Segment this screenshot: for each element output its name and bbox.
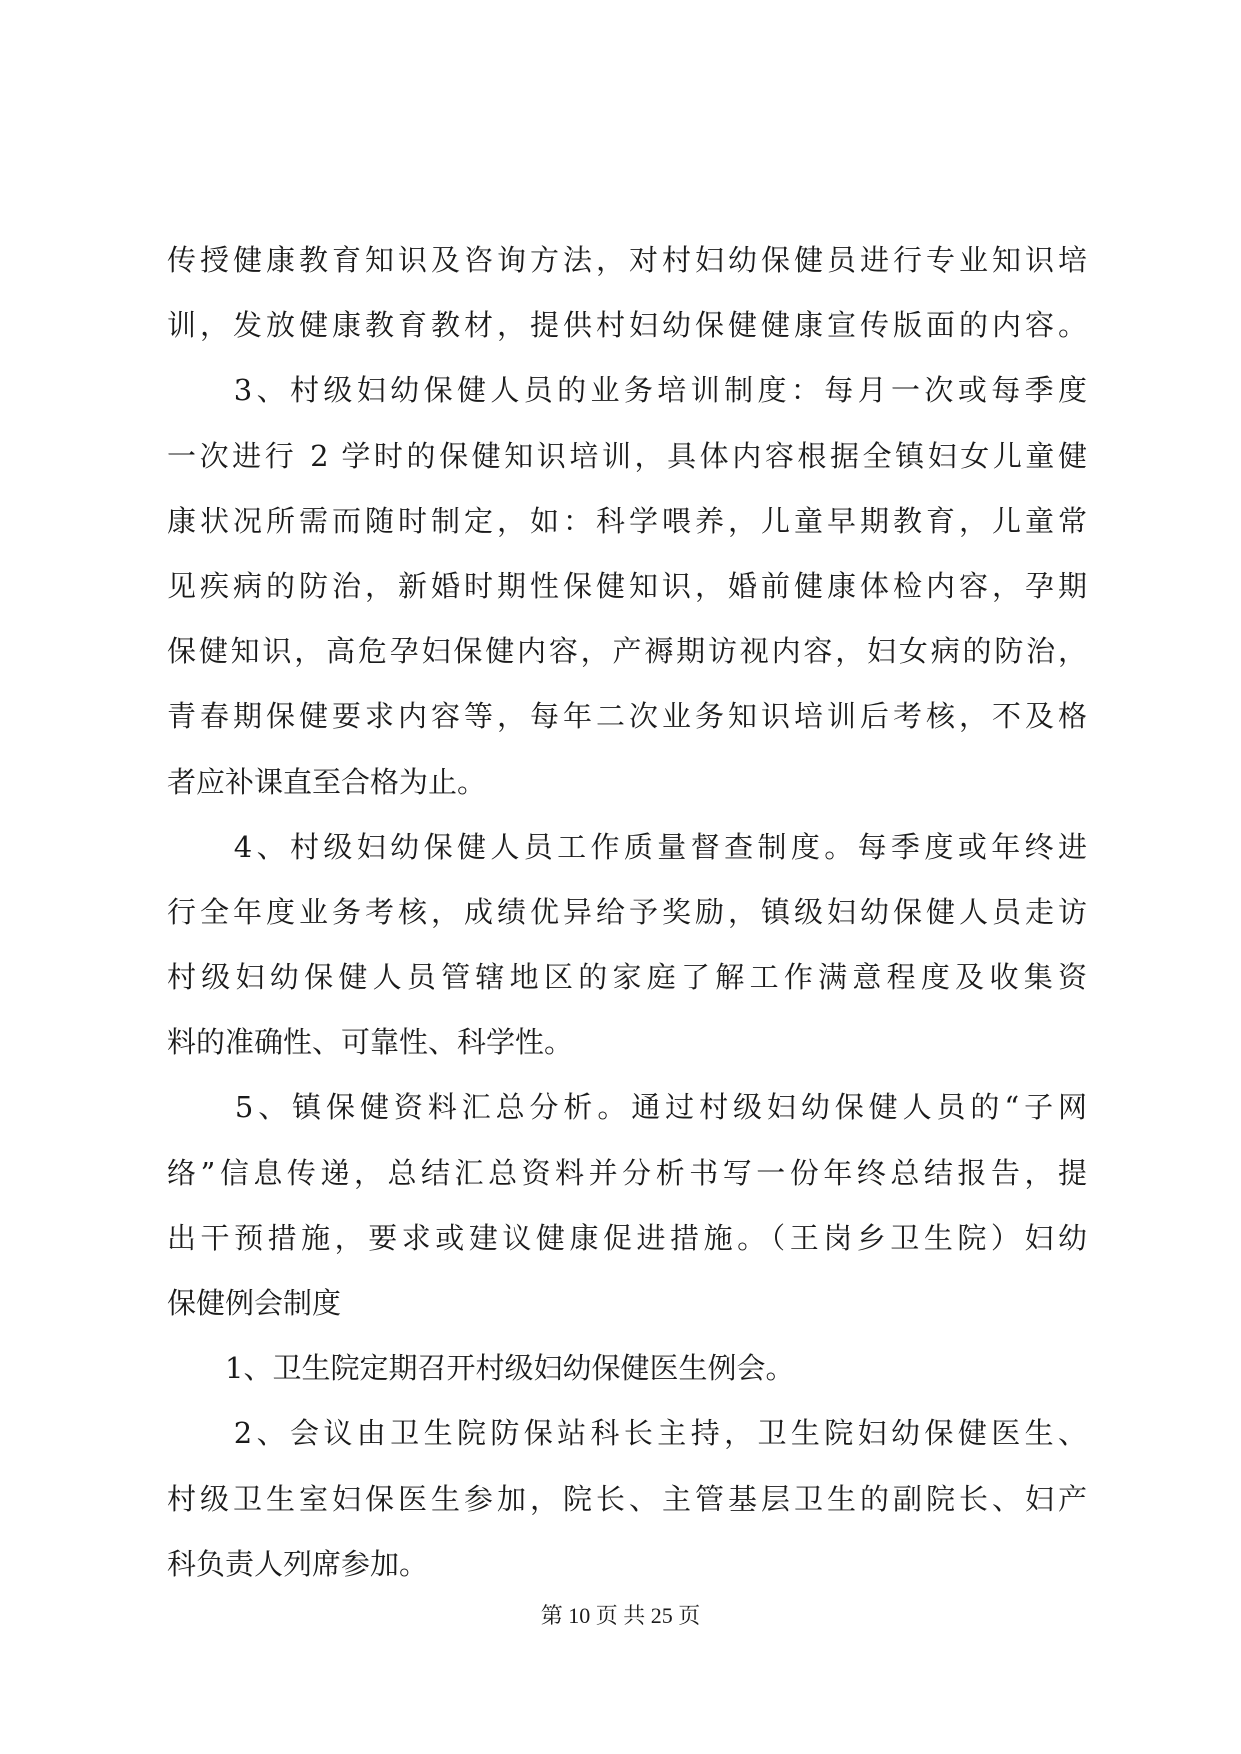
text-line: 2、会议由卫生院防保站科长主持，卫生院妇幼保健医生、 (167, 1416, 1087, 1451)
text-line: 络”信息传递，总结汇总资料并分析书写一份年终总结报告，提 (167, 1155, 1087, 1190)
text-line: 保健例会制度 (167, 1286, 342, 1320)
text-line: 者应补课直至合格为止。 (167, 764, 487, 799)
text-line: 青春期保健要求内容等，每年二次业务知识培训后考核，不及格 (167, 699, 1087, 734)
text-line: 行全年度业务考核，成绩优异给予奖励，镇级妇幼保健人员走访 (167, 894, 1087, 929)
text-line: 村级卫生室妇保医生参加，院长、主管基层卫生的副院长、妇产 (167, 1481, 1087, 1516)
text-line: 训，发放健康教育教材，提供村妇幼保健健康宣传版面的内容。 (167, 308, 1087, 343)
text-line: 村级妇幼保健人员管辖地区的家庭了解工作满意程度及收集资 (167, 960, 1087, 995)
text-line: 科负责人列席参加。 (167, 1546, 429, 1581)
text-line: 料的准确性、可靠性、科学性。 (167, 1025, 574, 1060)
text-line: 一次进行 2 学时的保健知识培训，具体内容根据全镇妇女儿童健 (167, 438, 1087, 473)
text-line: 3、村级妇幼保健人员的业务培训制度：每月一次或每季度 (167, 373, 1087, 408)
text-line: 1、卫生院定期召开村级妇幼保健医生例会。 (167, 1351, 795, 1386)
text-line: 5、镇保健资料汇总分析。通过村级妇幼保健人员的“子网 (167, 1090, 1087, 1125)
page-footer: 第 10 页 共 25 页 (540, 1603, 701, 1628)
text-line: 传授健康教育知识及咨询方法，对村妇幼保健员进行专业知识培 (167, 243, 1087, 277)
document-body (167, 228, 1087, 1597)
text-line: 康状况所需而随时制定，如：科学喂养，儿童早期教育，儿童常 (167, 503, 1087, 538)
text-line: 保健知识，高危孕妇保健内容，产褥期访视内容，妇女病的防治， (167, 634, 1087, 669)
text-line: 出干预措施，要求或建议健康促进措施。（王岗乡卫生院）妇幼 (167, 1220, 1087, 1255)
text-line: 4、村级妇幼保健人员工作质量督查制度。每季度或年终进 (167, 829, 1087, 864)
text-line: 见疾病的防治，新婚时期性保健知识，婚前健康体检内容，孕期 (167, 568, 1087, 603)
